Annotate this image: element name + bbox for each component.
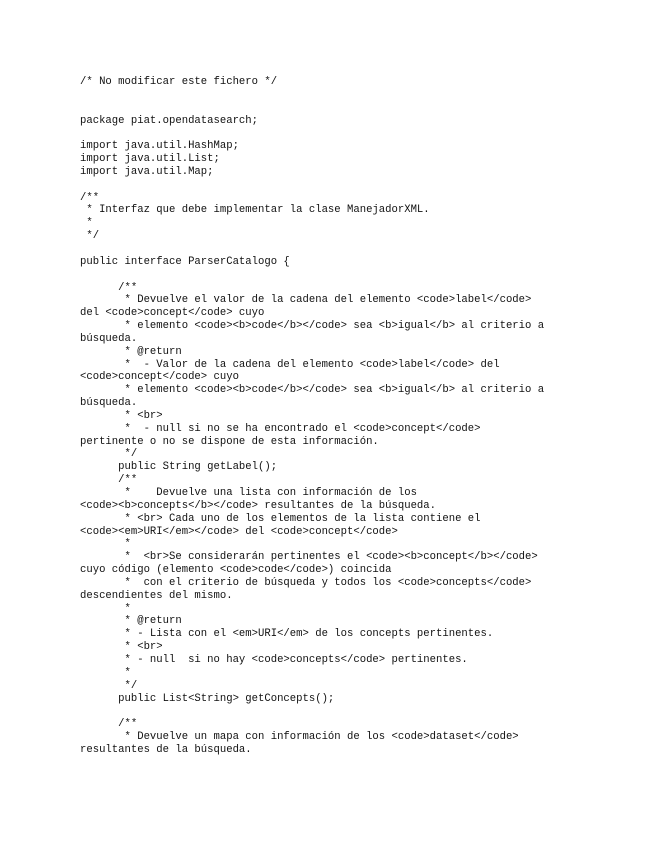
code-line: * con el criterio de búsqueda y todos los <code>concepts</code> <box>80 576 532 589</box>
code-line: */ <box>80 679 138 692</box>
code-line <box>80 127 640 140</box>
code-line: /** <box>80 191 100 204</box>
code-line: import java.util.HashMap; <box>80 140 239 153</box>
code-line: * <br> <box>80 409 163 422</box>
code-line: * Devuelve el valor de la cadena del elemento <code>label</code> <box>80 294 532 307</box>
code-line: * - null si no se ha encontrado el <code>concept</code> <box>80 422 481 435</box>
code-line: * - Lista con el <em>URI</em> de los concepts pertinentes. <box>80 628 494 641</box>
source-code-listing <box>80 76 640 757</box>
code-line: * Devuelve un mapa con información de los <code>dataset</code> <box>80 731 519 744</box>
code-line: * elemento <code><b>code</b></code> sea <b>igual</b> al criterio a <box>80 320 545 333</box>
code-line: import java.util.List; <box>80 153 220 166</box>
code-line: descendientes del mismo. <box>80 589 233 602</box>
code-line: public interface ParserCatalogo { <box>80 255 290 268</box>
code-line: búsqueda. <box>80 332 138 345</box>
code-line: * <box>80 217 93 230</box>
code-line: * elemento <code><b>code</b></code> sea <b>igual</b> al criterio a <box>80 384 545 397</box>
code-line: * @return <box>80 615 182 628</box>
code-line: /** <box>80 718 138 731</box>
code-line: public String getLabel(); <box>80 461 278 474</box>
code-line: del <code>concept</code> cuyo <box>80 307 265 320</box>
code-line: /* No modificar este fichero */ <box>80 76 278 88</box>
code-line <box>80 89 640 102</box>
code-line <box>80 102 640 115</box>
code-line: pertinente o no se dispone de esta información. <box>80 435 379 448</box>
code-line: * Interfaz que debe implementar la clase ManejadorXML. <box>80 204 430 217</box>
code-line: <code><em>URI</em></code> del <code>concept</code> <box>80 525 398 538</box>
code-line: * Devuelve una lista con información de los <box>80 487 417 499</box>
code-line: * <box>80 602 131 615</box>
code-line: /** <box>80 474 138 487</box>
code-line: * - null si no hay <code>concepts</code> pertinentes. <box>80 653 468 666</box>
code-line: /** <box>80 281 138 294</box>
code-line: */ <box>80 230 100 243</box>
code-line: * <br> Cada uno de los elementos de la lista contiene el <box>80 512 481 525</box>
code-line: cuyo código (elemento <code>code</code>) coincida <box>80 564 392 577</box>
code-line <box>80 243 640 256</box>
code-line <box>80 269 640 282</box>
code-line <box>80 705 640 718</box>
code-line: * <box>80 666 131 679</box>
code-line: búsqueda. <box>80 397 138 410</box>
code-line: */ <box>80 448 138 461</box>
code-line: resultantes de la búsqueda. <box>80 743 252 756</box>
code-line: <code><b>concepts</b></code> resultantes de la búsqueda. <box>80 499 437 512</box>
code-line: package piat.opendatasearch; <box>80 114 259 127</box>
code-line: * <box>80 538 131 551</box>
code-line: * <br>Se considerarán pertinentes el <code><b>concept</b></code> <box>80 551 538 564</box>
code-line <box>80 179 640 192</box>
code-line: import java.util.Map; <box>80 165 214 178</box>
code-line: * - Valor de la cadena del elemento <code>label</code> del <box>80 358 500 371</box>
code-line: public List<String> getConcepts(); <box>80 692 335 705</box>
code-line: * <br> <box>80 641 163 654</box>
code-line: * @return <box>80 345 182 358</box>
code-line: <code>concept</code> cuyo <box>80 371 239 384</box>
